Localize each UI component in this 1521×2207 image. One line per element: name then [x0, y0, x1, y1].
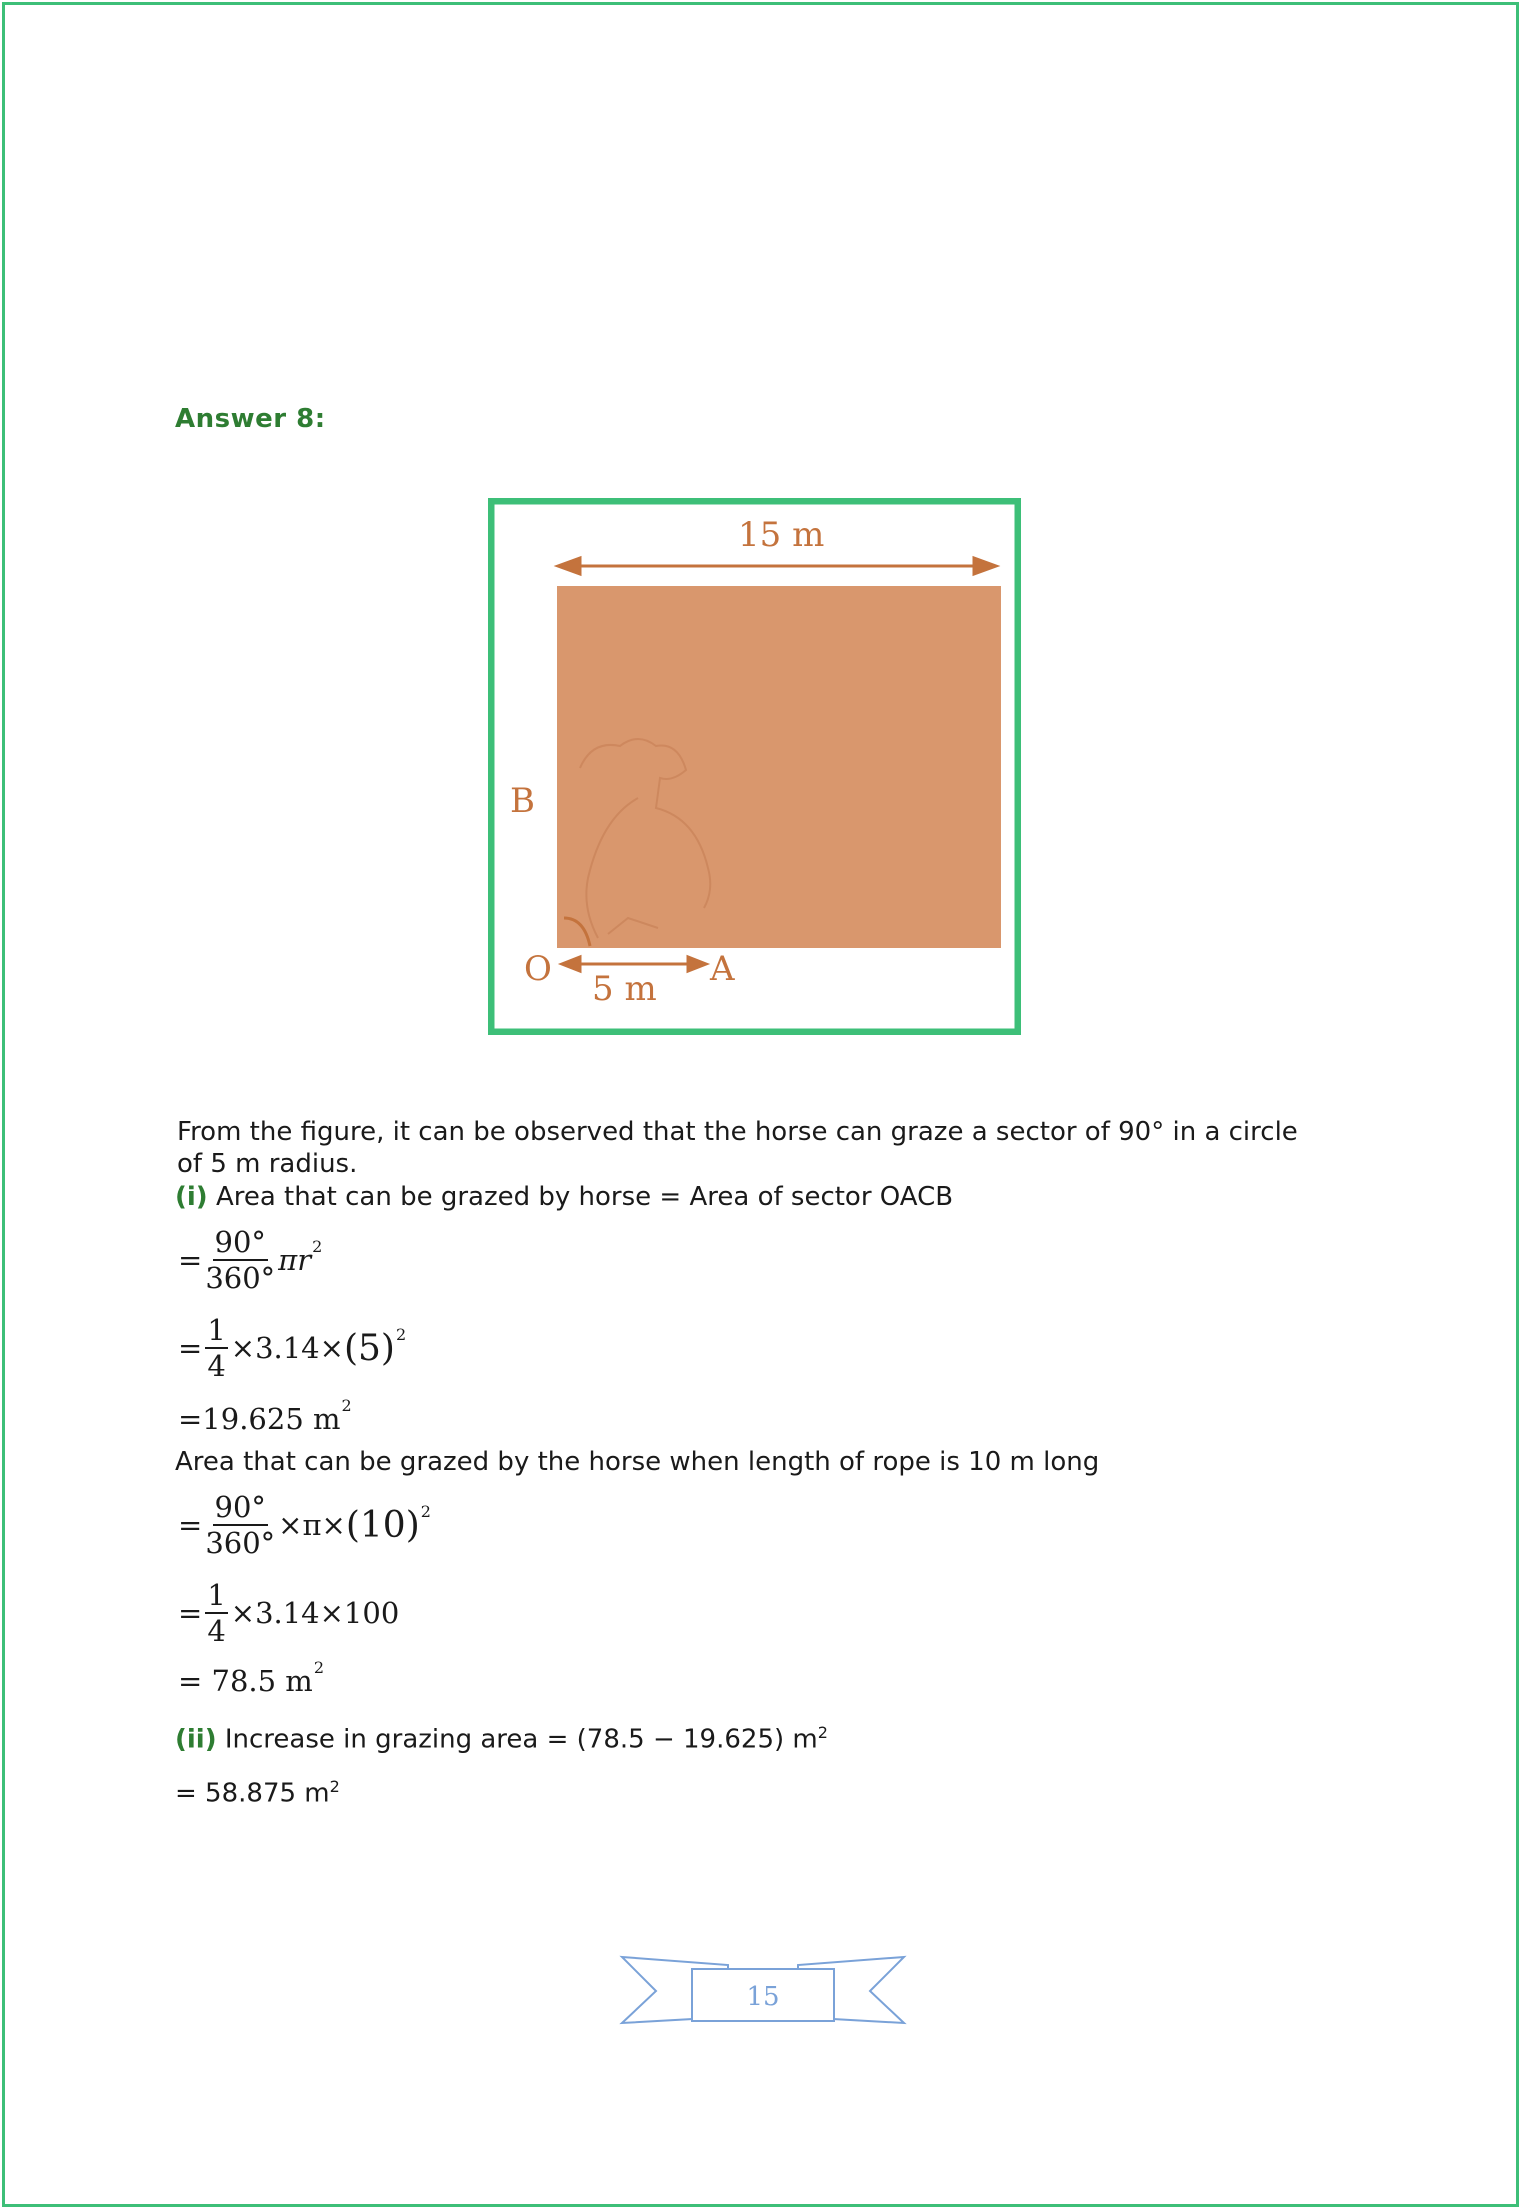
- eq4-denominator: 360°: [205, 1526, 276, 1560]
- part-i-label: (i): [175, 1182, 208, 1212]
- eq4-mid: ×π×: [278, 1508, 346, 1542]
- eq3-sup: 2: [341, 1395, 352, 1415]
- top-dimension-label: 15 m: [738, 515, 825, 555]
- eq2-numerator: 1: [207, 1313, 226, 1347]
- part-ii-sup: 2: [817, 1723, 828, 1742]
- equation-5: = $\frac{1}{4}$ ×3.14×100: [178, 1578, 400, 1648]
- eq4-sup: 2: [420, 1501, 431, 1521]
- eq1-numerator: 90°: [214, 1225, 266, 1259]
- part-ii-label: (ii): [175, 1724, 217, 1755]
- equation-1: = $\frac{90^\circ}{360^\circ}$ πr 2: [178, 1225, 323, 1295]
- page-number: 15: [746, 1982, 780, 2012]
- eq6-text: = 78.5 m: [178, 1664, 313, 1698]
- part-i-line: [175, 1181, 953, 1213]
- eq5-tail: ×3.14×100: [230, 1596, 400, 1630]
- label-b: B: [510, 781, 535, 821]
- eq5-denominator: 4: [207, 1614, 226, 1648]
- field-rectangle: [557, 586, 1001, 948]
- eq2-paren: (5): [343, 1327, 395, 1369]
- rope-line: Area that can be grazed by the horse when length of rope is 10 m long: [175, 1447, 1100, 1477]
- part-ii-line: [175, 1717, 828, 1756]
- label-o: O: [524, 949, 552, 989]
- equation-2: = $\frac{1}{4}$ ×3.14× (5) 2: [178, 1313, 407, 1383]
- equation-6: [178, 1657, 324, 1698]
- part-ii-text: Increase in grazing area = (78.5 − 19.625) m: [216, 1724, 818, 1755]
- eq4-numerator: 90°: [214, 1490, 266, 1524]
- eq1-denominator: 360°: [205, 1261, 276, 1295]
- page-number-ribbon: [618, 1951, 908, 2029]
- result-line: [175, 1771, 340, 1810]
- eq2-sup: 2: [395, 1324, 407, 1344]
- eq1-tail: πr: [278, 1243, 312, 1277]
- eq5-numerator: 1: [207, 1578, 226, 1612]
- part-i-text: Area that can be grazed by horse = Area of sector OACB: [207, 1182, 954, 1212]
- eq2-denominator: 4: [207, 1349, 226, 1383]
- intro-line-1: From the figure, it can be observed that the horse can graze a sector of 90° in a circle: [177, 1117, 1298, 1147]
- equation-4: = $\frac{90^\circ}{360^\circ}$ ×π× (10) 2: [178, 1490, 431, 1560]
- page-border: [2, 2, 1519, 2207]
- eq3-text: =19.625 m: [178, 1402, 341, 1436]
- label-a: A: [710, 949, 735, 989]
- figure: [488, 498, 1021, 1035]
- eq1-sup: 2: [312, 1236, 323, 1256]
- eq4-paren: (10): [345, 1504, 420, 1546]
- result-sup: 2: [329, 1777, 340, 1796]
- eq6-sup: 2: [313, 1657, 324, 1677]
- intro-line-2: of 5 m radius.: [177, 1149, 358, 1179]
- equation-3: [178, 1395, 352, 1436]
- eq2-mid: ×3.14×: [230, 1331, 344, 1365]
- answer-heading: Answer 8:: [175, 404, 326, 434]
- bottom-dimension-label: 5 m: [592, 969, 657, 1009]
- result-text: = 58.875 m: [175, 1778, 330, 1809]
